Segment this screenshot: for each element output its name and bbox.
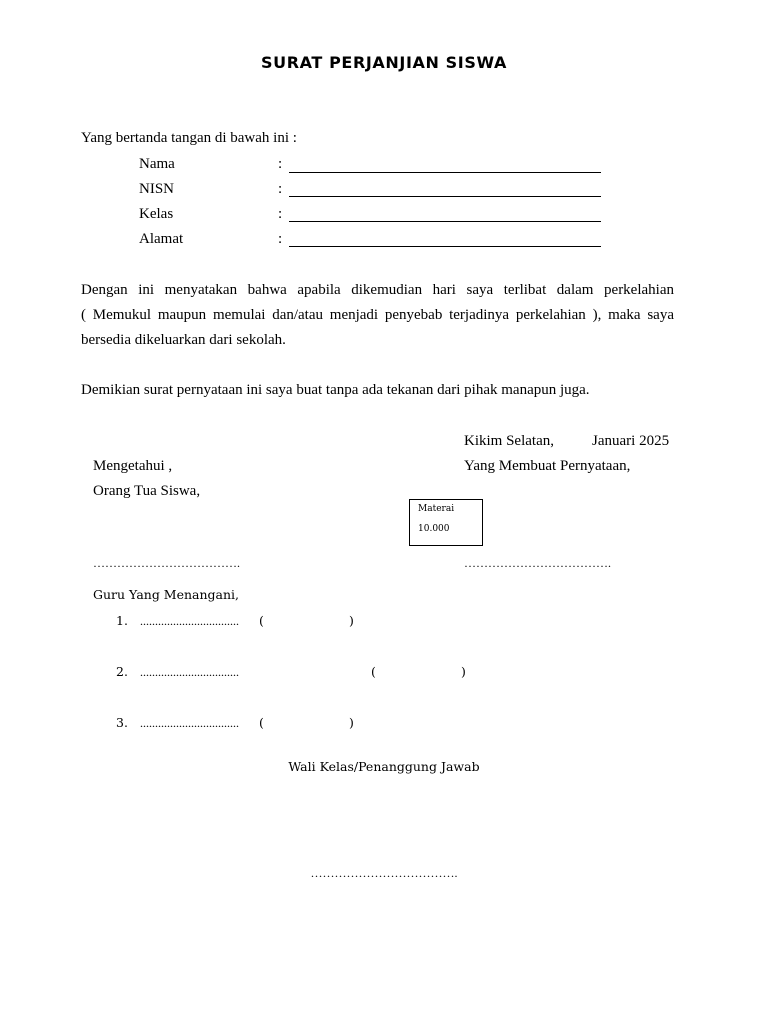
field-colon: : (278, 156, 283, 172)
field-line-nisn (289, 196, 601, 197)
teacher-paren-open: ( (259, 613, 264, 628)
stamp-label: Materai (418, 504, 455, 514)
date-text: Januari 2025 (592, 433, 670, 449)
field-colon: : (278, 181, 283, 197)
stamp-box (409, 499, 483, 546)
field-label-nama: Nama (139, 156, 175, 172)
parent-label: Orang Tua Siswa, (93, 483, 201, 499)
teacher-number: 2. (116, 664, 128, 679)
teacher-paren-open: ( (371, 664, 376, 679)
declarant-label: Yang Membuat Pernyataan, (464, 458, 631, 474)
document-title: SURAT PERJANJIAN SISWA (261, 53, 507, 72)
declarant-signature-line: ………………………………. (464, 556, 611, 570)
teacher-signature-line: ................................. (140, 716, 239, 730)
teacher-paren-open: ( (259, 715, 264, 730)
teacher-signature-line: ................................. (140, 665, 239, 679)
field-colon: : (278, 231, 283, 247)
statement-line-2: ( Memukul maupun memulai dan/atau menjadi penyebab terjadinya perkelahian ), maka saya (81, 307, 674, 323)
field-line-kelas (289, 221, 601, 222)
acknowledged-label: Mengetahui , (93, 458, 173, 474)
statement-line-1: Dengan ini menyatakan bahwa apabila dikemudian hari saya terlibat dalam perkelahian (81, 282, 674, 298)
teacher-number: 1. (116, 613, 128, 628)
closing-text: Demikian surat pernyataan ini saya buat tanpa ada tekanan dari pihak manapun juga. (81, 382, 590, 398)
statement-line-3: bersedia dikeluarkan dari sekolah. (81, 332, 286, 348)
field-label-nisn: NISN (139, 181, 175, 197)
stamp-value: 10.000 (418, 524, 450, 534)
homeroom-signature-line: ………………………………. (310, 866, 458, 880)
place-text: Kikim Selatan, (464, 433, 554, 449)
field-label-alamat: Alamat (139, 231, 184, 247)
teacher-paren-close: ) (461, 664, 466, 679)
field-colon: : (278, 206, 283, 222)
parent-signature-line: ………………………………. (93, 556, 240, 570)
field-label-kelas: Kelas (139, 206, 174, 222)
homeroom-label: Wali Kelas/Penanggung Jawab (288, 759, 480, 774)
teacher-paren-close: ) (349, 613, 354, 628)
teacher-signature-line: ................................. (140, 614, 239, 628)
teacher-number: 3. (116, 715, 128, 730)
intro-text: Yang bertanda tangan di bawah ini : (81, 130, 297, 146)
field-line-alamat (289, 246, 601, 247)
teacher-paren-close: ) (349, 715, 354, 730)
field-line-nama (289, 172, 601, 173)
teachers-heading: Guru Yang Menangani, (93, 587, 240, 602)
